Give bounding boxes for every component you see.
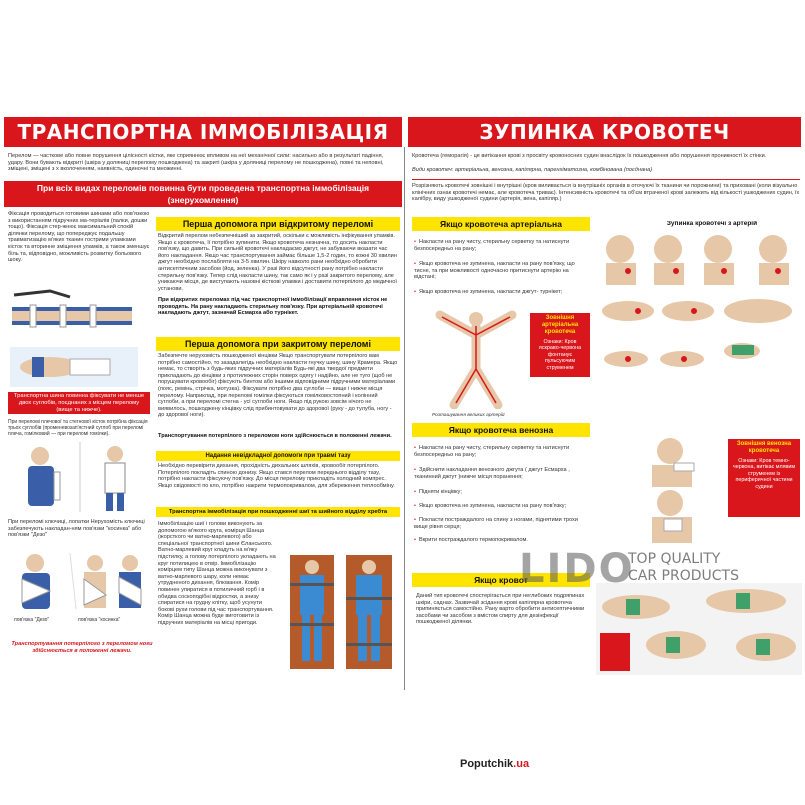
label-dezo: пов'язка "Дезо" xyxy=(14,617,50,623)
bleeding-classification: Розрізняють кровотечі зовнішні і внутрішні (кров виливається із внутрішніх органів в оточуючі їх тканини чи порожнини) та приховані (коли візуально клінічних ознак кровотечі немає, але кровотеча триває). Інтенсивність кровотечі та об'єм втраченої крові залежить від кількості ушкоджених судин, їх калібру, виду ушкодженої судини (артерія, вена, капіляр.) xyxy=(412,183,800,203)
venous-item: • Якщо кровотеча не зупинена, накласти на рану пов'язку; xyxy=(414,503,590,510)
arm-splint-illustration xyxy=(10,442,150,512)
venous-item: • Покласти постраждалого на спину з ногами, піднятими трохи вище рівня серця; xyxy=(414,517,590,530)
splint-note: Транспортна шина повинна фіксувати не менше двох суглобів, поєднаних з місцем перелому (вище та нижче). xyxy=(8,392,150,414)
immobilization-banner: При всіх видах переломів повинна бути проведена транспортна іммобілізація (знерухомлення) xyxy=(4,181,402,207)
column-divider xyxy=(404,147,405,690)
spine-immobilization-illustration xyxy=(286,553,398,673)
capillary-text: Даний тип кровотечі спостерігається при неглибоких подряпинах шкіри, саднах. Зазвичай зсідання крові капілярна кровотеча припиняється самостійно. Рану варто обробити антисептичними засобами чи засобом з вмістом спирту для дезінфекції пошкодженої ділянки. xyxy=(416,593,585,626)
watermark-tagline xyxy=(628,551,739,585)
arterial-title: Якщо кровотеча артеріальна xyxy=(412,217,590,231)
pelvis-title: Надання невідкладної допомоги при травмі тазу xyxy=(156,451,400,461)
open-fracture-text: Відкритий перелом небезпечніший за закритий, оскільки є можливість інфікування уламків. Якщо є кровотеча, її потрібно зупинити. Якщо кровотеча незначна, то досить накласти пов'язку, що давить. При сильній кровотечі накладаємо джгут, не забуваючи вказати час його накладання. Якщо час транспортування займає більше 1,5-2 годин, то кожні 30 хвилин джгут необхідно послабляти на 3-5 хвилин. Шкіру навколо рани необхідно обробити антисептичним засобом (йод, зеленка). У разі його відсутності рану потрібно накласти стерильну пов'язку. Тепер слід накласти шину, так само як і у разі закритого перелому, але уникаючи місця, де виступають назовні кісткові уламки і доставити потерпілого до медичної установи. xyxy=(158,233,397,292)
bleeding-types: Види кровотеч: артеріальна, венозна, капілярна, паренхіматозна, комбінована (поєднана) xyxy=(412,167,653,173)
stop-arterial-title: Зупинка кровотечі з артерій xyxy=(666,221,758,227)
arteries-figure xyxy=(430,309,522,409)
shin-note: При переломі плечової та стегнової кісток потрібна фіксація трьох суглобів (променевозап'ястний суглоб при переломі плеча, гомілковий — при переломі гомілки). xyxy=(8,419,148,437)
leg-splint-illustration xyxy=(10,287,138,392)
bandage-illustration xyxy=(10,549,150,615)
venous-item: • Підняти кінцівку; xyxy=(414,489,590,496)
label-kosynka: пов'язка "косинка" xyxy=(78,617,121,623)
venous-title: Якщо кровотеча венозна xyxy=(412,423,590,437)
spine-title: Транспортна іммобілізація при пошкодженні шиї та шийного відділу хребта xyxy=(156,507,400,517)
fixation-text: Фіксація проводиться готовими шинами або пов'язкою з використанням підручних ма-теріалів (палки, дошки тощо). Фіксація стер-жнює максимальний спокій ділянки перелому, що попереджує подальшу травматизацію м'яких тканин гострими уламками кісток та вторинне зміщення уламків, а також зменшує біль та, відповідно, можливість розвитку больового шоку. xyxy=(8,211,150,264)
left-title: ТРАНСПОРТНА ІММОБІЛІЗАЦІЯ xyxy=(4,117,402,147)
lido-watermark: LIDO xyxy=(519,546,635,592)
watermark-line1: TOP QUALITY xyxy=(628,551,721,567)
arterial-red-box xyxy=(530,313,590,377)
transport-footer-note: Транспортування потерпілого з переломом ноги здійснюється в положенні лежачи. xyxy=(11,641,153,654)
venous-red-text: Ознаки: Кров темно-червона, витікає млявим струменем із периферичної частини судини xyxy=(732,458,796,490)
arterial-red-text: Ознаки: Кров яскраво-червона фонтанує пульсуючим струменем xyxy=(538,339,582,371)
pelvis-text: Необхідно перевірити дихання, прохідність дихальних шляхів, кровообіг потерпілого. Потерпілого покладіть спиною донизу. Якщо стався перелом переднього відділу тазу, потрібно накласти фіксуючу пов'язку. До місця перелому прикладіть холодний компрес. Якщо свідомості по кло, потрібно накрити термопокривалом, для збереження теплообміну. xyxy=(158,463,395,489)
right-title: ЗУПИНКА КРОВОТЕЧ xyxy=(408,117,801,147)
poputchik-logo xyxy=(460,758,529,770)
clavicle-note: При переломі ключиці, лопатки Нерухомість ключиці забезпечують накладан-ням пов'язки "косинка" або пов'язки "Дезо" xyxy=(8,519,145,539)
intro-rule xyxy=(412,179,800,180)
open-fracture-title: Перша допомога при відкритому переломі xyxy=(156,217,400,231)
arterial-item: • Накласти на рану чисту, стерильну серветку та натиснути безпосередньо на рану; xyxy=(414,239,590,252)
venous-item: • Вкрити постраждалого термопокривалом. xyxy=(414,537,590,544)
closed-fracture-text: Забезпечте нерухомість пошкодженої кінцівки Якщо транспортувати потерпілого вам потрібно самостійно, то зазадалегідь необхідно накласти гнучку шину, шину Крамера. Якщо немає, то створіть з будь-яких підручних матеріалів Будь-які два твердої предмети прикладають до кінцівки з протилежних сторін поверх одягу і надійно, але не туго (щоб не порушувати кровообіг) фіксують бинтом або іншими відповідними підручними матеріалами (пояс, ремінь, стрічка, мотузка). Фіксувати потрібно два суглоби — вище і нижче місця перелому. Наприклад, при переломі гомілки фіксуються гомілковостопний і колінний суглоби, а при переломі стегна - усі суглоби ноги. Якщо під рукою зовсім нічого не виявилось, пошкоджену кінцівку слід прибинтовувати до здорової (руку - до тулуба, ногу - до здорової ноги). xyxy=(158,353,398,419)
closed-fracture-bold: Транспортування потерпілого з переломом ноги здійснюється в положенні лежачи. xyxy=(158,433,392,439)
spine-text: Іммобілізацію шиї і голови виконують за допомогою м'якого круга, комірця Шанца (жорсткого чи ватно-марлевого) або спеціальної транспортної шини Єланського. Ватно-марлевий круг кладуть на м'яку підстилку, а голову потерпілого укладають на круг потилицею в отвір. Іммобілізацію комірцем типу Шанца можна виконувати з ватно-марлевого шару, коли немає утрудненого дихання, блювання. Комір повинен упиратися в потиличний горб і в обидва соскоподібні відростки, а знизу спиратися на грудну клітку, щоб усунути бокові рухи голови під час транспортування. Комір Шанца можна буде виготовити із підручних матеріалів на місці пригоди. xyxy=(158,521,276,626)
watermark-line2: CAR PRODUCTS xyxy=(628,568,739,584)
fracture-definition: Перелом — часткове або повне порушення цілісності кістки, яке сприяннює впливом на неї механічної сили: насильно або в результаті падіння, удару. Вони бувають відкриті (шкіра у доляниці перелому пошкоджена) та закриті (шкіра у доляниці перелому не пошкоджена), повні та неповні, зміщені, зміщені з х вколоченням, наявність, одиночні та множинні. xyxy=(8,153,384,173)
artery-compression-photos xyxy=(598,231,802,387)
arteries-caption: Розташування великих артерій xyxy=(432,413,505,418)
venous-red-box xyxy=(728,439,800,517)
open-fracture-bold: При відкритих переломах під час транспортної іммобілізації вправлення кісток не проводять. На рану накладають стерильну пов'язку. При артеріальній кровотечі накладають джгут, зазначай Есмарха або турнікет. xyxy=(158,297,388,317)
logo-suffix: .ua xyxy=(513,758,530,770)
closed-fracture-title: Перша допомога при закритому переломі xyxy=(156,337,400,351)
arterial-item: • Якщо кровотеча не зупинена, накласти джгут- турнікет; xyxy=(414,289,590,296)
bleeding-definition: Кровотеча (геморагія) - це витікання крові з просвіту кровоносних судин внаслідок їх пошкодження або порушення проникності їх стінки. xyxy=(412,153,767,159)
arterial-red-title: Зовнішня артеріальна кровотеча xyxy=(541,315,579,335)
venous-item: • Накласти на рану чисту, стерильну серветку та натиснути безпосередньо на рану; xyxy=(414,445,590,458)
arterial-item: • Якщо кровотеча не зупинена, накласти на рану пов'язку, що тисне, та при можливості одночасно притиснути артерію на відстані; xyxy=(414,261,590,281)
venous-bandage-photos xyxy=(634,437,724,547)
capillary-title: Якщо кровот xyxy=(412,573,590,587)
venous-red-title: Зовнішня венозна кровотеча xyxy=(736,441,792,454)
venous-item: • Здійснити накладання венозного джгута ( джгут Есмарха , тканинний джгут )нижче місця поранення; xyxy=(414,467,590,480)
tourniquet-photos xyxy=(596,583,802,675)
poster xyxy=(0,117,805,770)
logo-text: Poputchik xyxy=(460,758,514,770)
